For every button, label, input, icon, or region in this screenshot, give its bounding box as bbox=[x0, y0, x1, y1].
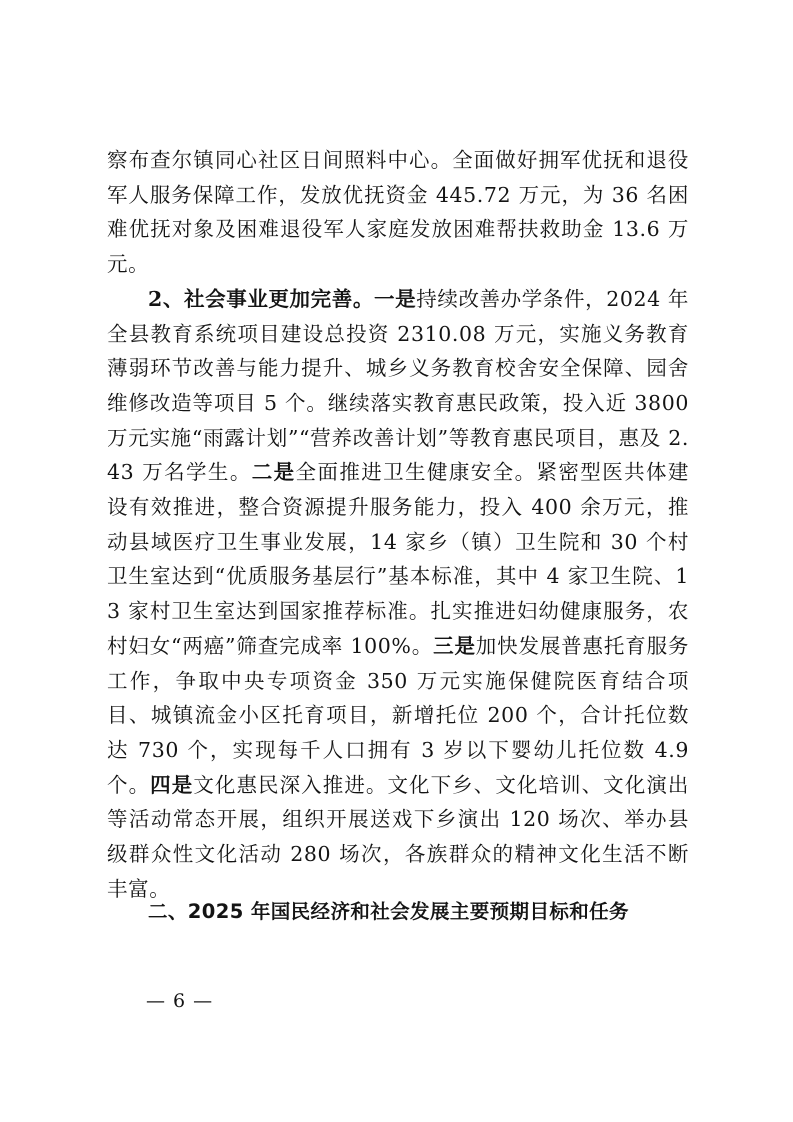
text-culture: 文化惠民深入推进。文化下乡、文化培训、文化演出等活动常态开展，组织开展送戏下乡演出 120 场次、举办县级群众性文化活动 280 场次，各族群众的精神文化生活不断丰富。 bbox=[107, 772, 690, 901]
section-title-social-undertakings: 2、社会事业更加完善。 bbox=[148, 286, 374, 311]
keyword-first: 一是 bbox=[373, 286, 417, 311]
text-education: 持续改善办学条件，2024 年全县教育系统项目建设总投资 2310.08 万元，实施义务教育薄弱环节改善与能力提升、城乡义务教育校舍安全保障、园舍维修改造等项目 5 个。继续落实教育惠民政策，投入近 3800 万元实施“雨露计划”“营养改善计划”等教育惠民项目，惠及 2.43 万名学生。 bbox=[107, 286, 690, 485]
text-childcare: 加快发展普惠托育服务工作，争取中央专项资金 350 万元实施保健院医育结合项目、城镇流金小区托育项目，新增托位 200 个，合计托位数达 730 个，实现每千人口拥有 3 岁以下婴幼儿托位数 4.9 个。 bbox=[107, 633, 690, 797]
paragraph-veterans bbox=[107, 143, 689, 282]
keyword-fourth: 四是 bbox=[150, 772, 194, 797]
text-health: 全面推进卫生健康安全。紧密型医共体建设有效推进，整合资源提升服务能力，投入 400 余万元，推动县域医疗卫生事业发展，14 家乡（镇）卫生院和 30 个村卫生室达到“优质服务基层行”基本标准，其中 4 家卫生院、13 家村卫生室达到国家推荐标准。扎实推进妇幼健康服务，农村妇女“两癌”筛查完成率 100%。 bbox=[107, 460, 689, 658]
paragraph-veterans-text: 察布查尔镇同心社区日间照料中心。全面做好拥军优抚和退役军人服务保障工作，发放优抚资金 445.72 万元，为 36 名困难优抚对象及困难退役军人家庭发放困难帮扶救助金 13.6 万元。 bbox=[107, 148, 689, 277]
section-heading: 二、2025 年国民经济和社会发展主要预期目标和任务 bbox=[148, 900, 629, 923]
paragraph-social-undertakings bbox=[107, 282, 689, 907]
keyword-third: 三是 bbox=[433, 633, 476, 658]
body-text bbox=[107, 143, 689, 906]
keyword-second: 二是 bbox=[251, 460, 296, 485]
page-number: — 6 — bbox=[146, 990, 214, 1012]
